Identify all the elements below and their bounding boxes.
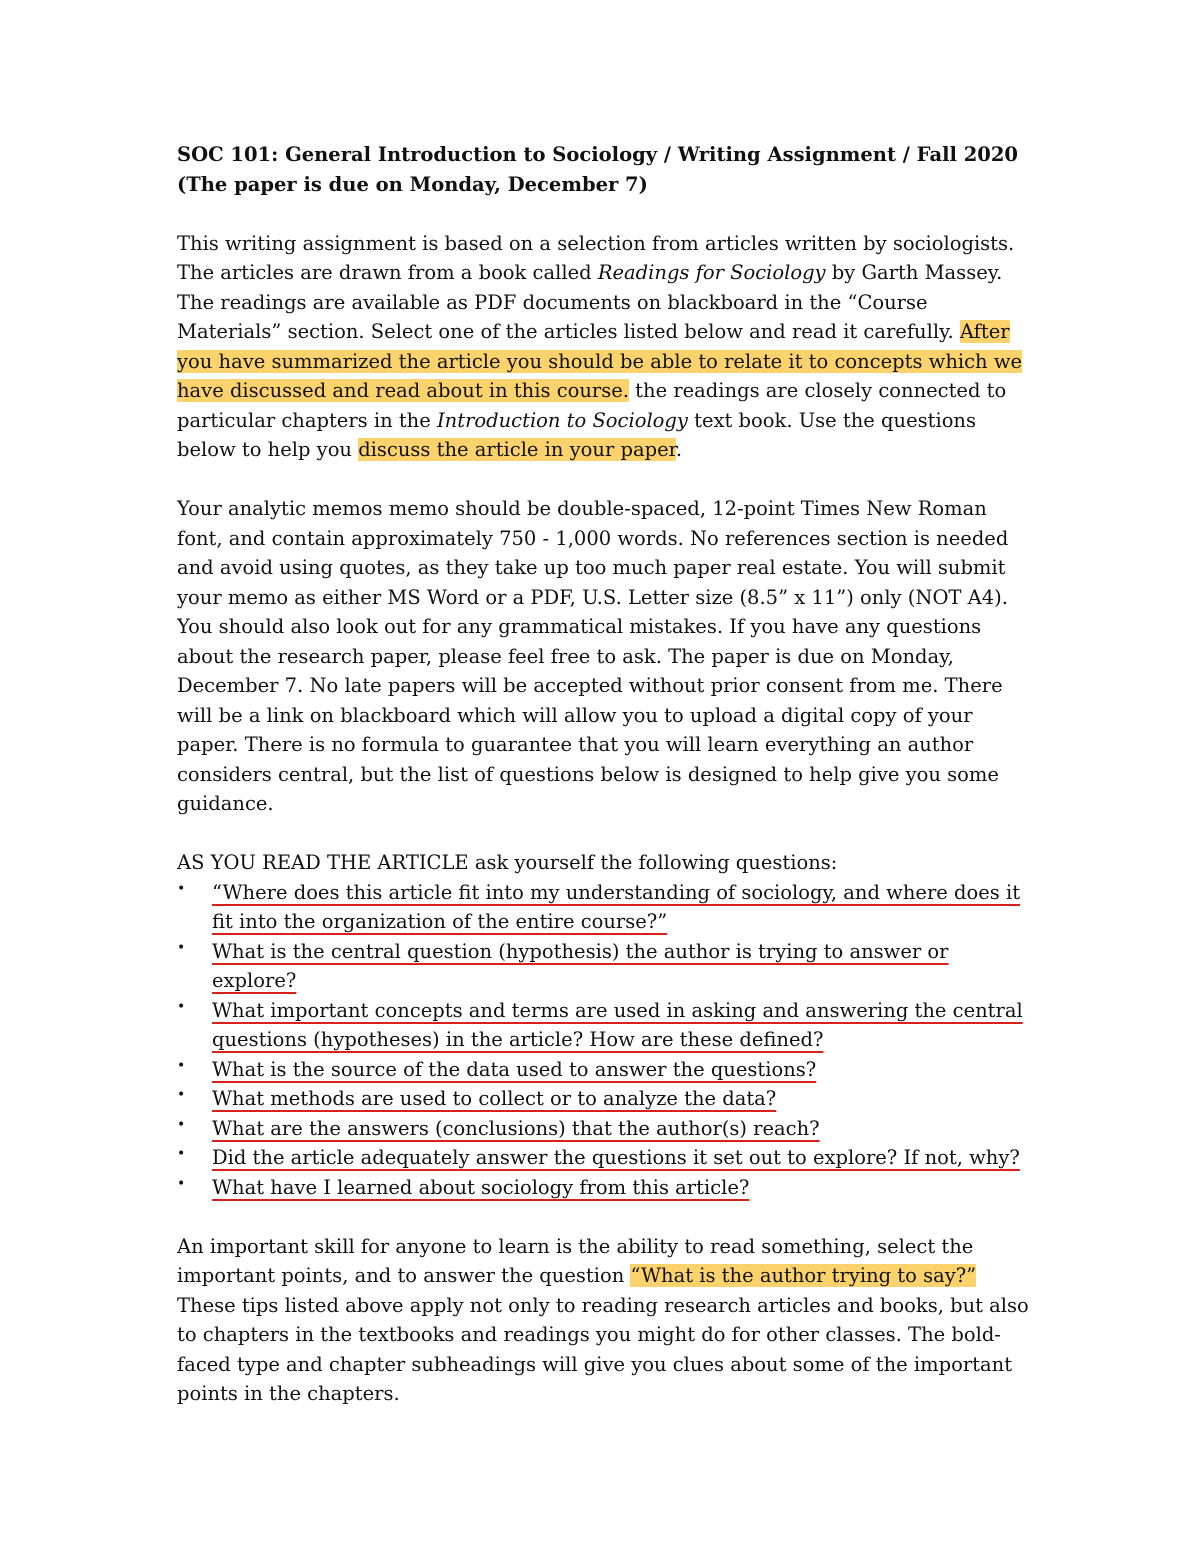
- bullet-icon: •: [177, 1057, 186, 1074]
- intro-text-d: text book. Use the questions below to help you: [177, 408, 977, 461]
- bullet-icon: •: [177, 1175, 186, 1192]
- format-paragraph: Your analytic memos memo should be double-spaced, 12-point Times New Roman font, and contain approximately 750 - 1,000 words. No references section is needed and avoid using quotes, as they take up too much paper real estate. You will submit your memo as either MS Word or a PDF, U.S. Letter size (8.5” x 11”) only (NOT A4). You should also look out for any grammatical mistakes. If you have any questions about the research paper, please feel free to ask. The paper is due on Monday, December 7. No late papers will be accepted without prior consent from me. There will be a link on blackboard which will allow you to upload a digital copy of your paper. There is no formula to guarantee that you will learn everything an author considers central, but the list of questions below is designed to help give you some guidance.: [177, 497, 1009, 815]
- intro-text-c: the readings are closely connected to particular chapters in the: [177, 379, 1007, 432]
- spacer: [177, 1202, 1037, 1232]
- list-item: [177, 996, 1037, 1055]
- question-text: What is the source of the data used to answer the questions?: [212, 1057, 817, 1081]
- spacer: [177, 465, 1037, 495]
- intro-paragraph: [177, 229, 1037, 465]
- question-text: What are the answers (conclusions) that the author(s) reach?: [212, 1116, 820, 1140]
- highlighted-text-discuss: discuss the article in your paper: [358, 438, 676, 461]
- bullet-icon: •: [177, 939, 186, 956]
- bullet-icon: •: [177, 1087, 186, 1103]
- closing-paragraph: [177, 1232, 1037, 1409]
- book-title: Readings for Sociology: [597, 261, 826, 284]
- list-item: [177, 1173, 1037, 1203]
- list-item: [177, 878, 1037, 937]
- textbook-title: Introduction to Sociology: [436, 408, 688, 432]
- intro-text-e: .: [675, 438, 683, 461]
- bullet-icon: •: [177, 998, 186, 1015]
- intro-text-b: by Garth Massey. The readings are available as PDF documents on blackboard in the “Course Materials” section. Select one of the articles listed below and read it carefully.: [177, 261, 1003, 343]
- highlighted-text-summary: After you have summarized the article you should be able to relate it to concepts which we have discussed and read about in this course.: [177, 320, 1023, 402]
- title-line-1: SOC 101: General Introduction to Sociology / Writing Assignment / Fall 2020: [177, 143, 1018, 166]
- questions-intro: AS YOU READ THE ARTICLE ask yourself the following questions:: [177, 851, 838, 874]
- question-list: [177, 878, 1037, 1203]
- question-text: “Where does this article fit into my understanding of sociology, and where does it fit into the organization of the entire course?”: [212, 880, 1021, 933]
- closing-text-b: These tips listed above apply not only to reading research articles and books, but also to chapters in the textbooks and readings you might do for other classes. The bold-faced type and chapter subheadings will give you clues about some of the important points in the chapters.: [177, 1293, 1029, 1405]
- question-text: Did the article adequately answer the questions it set out to explore? If not, why?: [212, 1146, 1020, 1169]
- title-line-2: (The paper is due on Monday, December 7): [177, 172, 648, 196]
- bullet-icon: •: [177, 1146, 186, 1162]
- list-item: [177, 937, 1037, 996]
- highlighted-text-question: “What is the author trying to say?”: [630, 1264, 977, 1287]
- spacer: [177, 819, 1037, 849]
- question-text: What is the central question (hypothesis) the author is trying to answer or explore?: [212, 939, 949, 992]
- bullet-icon: •: [177, 1116, 186, 1133]
- list-item: [177, 1143, 1037, 1173]
- list-item: [177, 1114, 1037, 1144]
- spacer: [177, 199, 1037, 229]
- list-item: [177, 1084, 1037, 1114]
- document-page: [177, 140, 1037, 1409]
- list-item: [177, 1055, 1037, 1085]
- question-text: What methods are used to collect or to analyze the data?: [212, 1087, 777, 1110]
- question-text: What important concepts and terms are used in asking and answering the central questions (hypotheses) in the article? How are these defined?: [212, 998, 1023, 1051]
- assignment-title: [177, 140, 1037, 199]
- intro-text-a: This writing assignment is based on a selection from articles written by sociologists. The articles are drawn from a book called: [177, 231, 1015, 284]
- bullet-icon: •: [177, 880, 186, 897]
- closing-text-a: An important skill for anyone to learn is the ability to read something, select the important points, and to answer the question: [177, 1234, 974, 1287]
- question-text: What have I learned about sociology from this article?: [212, 1175, 750, 1199]
